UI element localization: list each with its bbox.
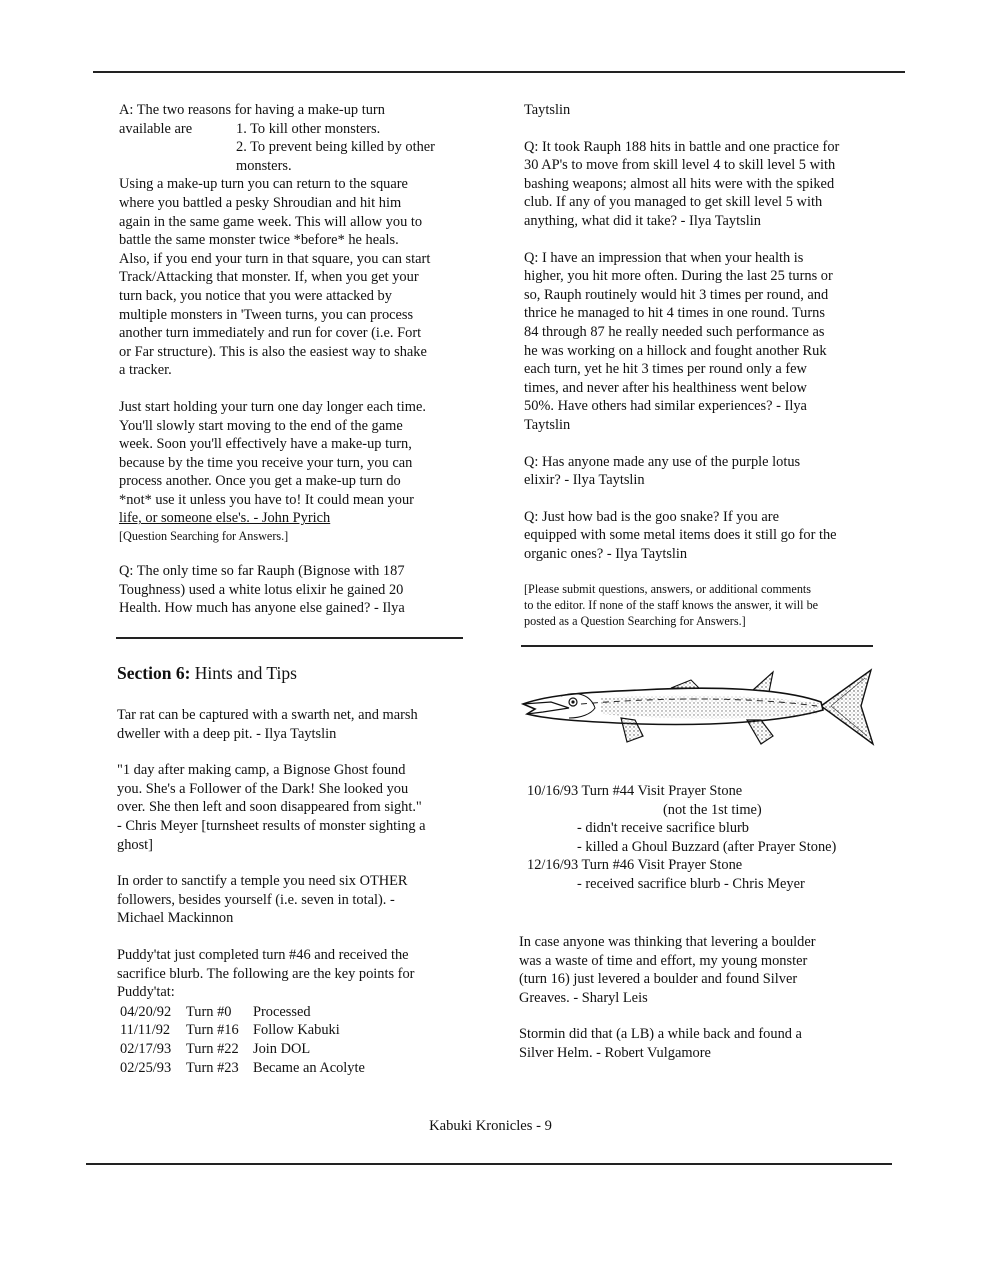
question-1-line: 30 AP's to move from skill level 4 to skill level 5 with — [524, 157, 836, 174]
tip-2-line: you. She's a Follower of the Dark! She looked you — [117, 780, 409, 797]
turn-row — [117, 1059, 462, 1078]
question-2-line: 50%. Have others had similar experiences? - Ilya — [524, 398, 807, 415]
tip-1-line: dweller with a deep pit. - Ilya Taytslin — [117, 725, 337, 742]
turn-row — [117, 1021, 462, 1040]
paragraph-line: Also, if you end your turn in that square, you can start — [119, 250, 431, 267]
helm-tip-line: Stormin did that (a LB) a while back and found a — [519, 1026, 802, 1043]
tip-3-line: followers, besides yourself (i.e. seven in total). - — [117, 891, 395, 908]
helm-tip-line: Silver Helm. - Robert Vulgamore — [519, 1044, 711, 1061]
tip-4-line: sacrifice blurb. The following are the key points for — [117, 965, 415, 982]
question-3-line: elixir? - Ilya Taytslin — [524, 472, 645, 489]
question-rauph-line: Toughness) used a white lotus elixir he gained 20 — [119, 581, 404, 598]
reason-2-line-2: monsters. — [236, 157, 292, 174]
tip-4-line: Puddy'tat just completed turn #46 and received the — [117, 946, 409, 963]
question-4-line: organic ones? - Ilya Taytslin — [524, 545, 688, 562]
question-4-line: Q: Just how bad is the goo snake? If you are — [524, 508, 779, 525]
paragraph-line: again in the same game week. This will allow you to — [119, 213, 423, 230]
paragraph2-line: Just start holding your turn one day longer each time. — [119, 398, 426, 415]
reasons-block — [119, 120, 464, 139]
paragraph-line: battle the same monster twice *before* he heals. — [119, 232, 399, 249]
left-section-rule — [116, 637, 463, 639]
top-rule — [93, 71, 905, 73]
submit-note-line: to the editor. If none of the staff knows the answer, it will be — [524, 598, 819, 613]
paragraph-line: or Far structure). This is also the easiest way to shake — [119, 343, 427, 360]
turn-number: Turn #16 — [186, 1022, 239, 1039]
log-line: 10/16/93 Turn #44 Visit Prayer Stone — [527, 783, 743, 799]
continuation-name: Taytslin — [524, 102, 571, 118]
reason-1: 1. To kill other monsters. — [236, 120, 381, 137]
log-line: - didn't receive sacrifice blurb — [577, 820, 749, 837]
paragraph-line: Using a make-up turn you can return to the square — [119, 176, 408, 193]
question-rauph-line: Q: The only time so far Rauph (Bignose with 187 — [119, 563, 405, 580]
log-line: 12/16/93 Turn #46 Visit Prayer Stone — [527, 857, 743, 874]
submit-note-line: posted as a Question Searching for Answers.] — [524, 614, 746, 629]
available-label: available are — [119, 120, 193, 137]
question-1-line: bashing weapons; almost all hits were with the spiked — [524, 175, 835, 192]
paragraph2-line: week. Soon you'll effectively have a make-up turn, — [119, 436, 412, 453]
turn-event: Became an Acolyte — [253, 1059, 365, 1076]
right-tips-column — [519, 933, 871, 1063]
tip-2-line: ghost] — [117, 836, 153, 853]
paragraph-line: Track/Attacking that monster. If, when you get your — [119, 269, 419, 286]
reason-2-line-1: 2. To prevent being killed by other — [236, 139, 435, 156]
question-2-line: Q: I have an impression that when your health is — [524, 249, 804, 266]
turn-date: 02/25/93 — [120, 1059, 172, 1076]
turn-date: 11/11/92 — [120, 1022, 171, 1039]
prayer-stone-log — [527, 782, 887, 894]
turn-event: Join DOL — [253, 1040, 311, 1057]
question-2-line: 84 through 87 he really needed such performance as — [524, 323, 825, 340]
boulder-tip-line: was a waste of time and effort, my young monster — [519, 952, 808, 969]
question-2-line: thrice he managed to hit 4 times in one round. Turns — [524, 305, 825, 322]
right-section-rule — [521, 645, 873, 647]
question-2-line: he was working on a hillock and fought another Ruk — [524, 342, 827, 359]
paragraph2-line: *not* use it unless you have to! It could mean your — [119, 491, 414, 508]
question-2-line: Taytslin — [524, 416, 571, 433]
question-2-line: higher, you hit more often. During the last 25 turns or — [524, 268, 833, 285]
section-number: Section 6: — [117, 663, 191, 683]
question-2-line: each turn, yet he hit 3 times per round only a few — [524, 361, 807, 378]
paragraph-line: a tracker. — [119, 362, 172, 379]
bracket-note: [Question Searching for Answers.] — [119, 529, 289, 544]
turn-date: 04/20/92 — [120, 1003, 172, 1020]
paragraph2-line: process another. Once you get a make-up turn do — [119, 473, 401, 490]
paragraph2-line-signed: life, or someone else's. - John Pyrich — [119, 510, 331, 527]
tip-3-line: Michael Mackinnon — [117, 910, 234, 927]
hints-column — [117, 706, 462, 1077]
paragraph-line: another turn immediately and run for cover (i.e. Fort — [119, 325, 422, 342]
question-1-line: club. If any of you managed to get skill level 5 with — [524, 194, 823, 211]
log-line: - received sacrifice blurb - Chris Meyer — [577, 875, 805, 892]
question-1-line: anything, what did it take? - Ilya Taytslin — [524, 212, 761, 229]
boulder-tip-line: (turn 16) just levered a boulder and found Silver — [519, 971, 798, 988]
question-1-line: Q: It took Rauph 188 hits in battle and one practice for — [524, 138, 840, 155]
bottom-rule — [86, 1163, 892, 1165]
question-4-line: equipped with some metal items does it still go for the — [524, 527, 837, 544]
question-2-line: so, Rauph routinely would hit 3 times per round, and — [524, 286, 829, 303]
question-2-line: times, and never after his healthiness went below — [524, 379, 807, 396]
tip-3-line: In order to sanctify a temple you need six OTHER — [117, 873, 408, 890]
log-line: (not the 1st time) — [663, 801, 762, 818]
right-column-qa — [524, 101, 876, 629]
paragraph-line: turn back, you notice that you were attacked by — [119, 287, 392, 304]
question-3-line: Q: Has anyone made any use of the purple lotus — [524, 453, 801, 470]
answer-intro: A: The two reasons for having a make-up turn — [119, 102, 385, 118]
submit-note-line: [Please submit questions, answers, or additional comments — [524, 582, 812, 597]
boulder-tip-line: In case anyone was thinking that levering a boulder — [519, 934, 816, 950]
turn-number: Turn #23 — [186, 1059, 239, 1076]
page-footer: Kabuki Kronicles - 9 — [429, 1118, 552, 1134]
turn-event: Follow Kabuki — [253, 1022, 340, 1039]
turn-row — [117, 1003, 462, 1022]
barracuda-illustration — [521, 662, 883, 754]
tip-2-line: - Chris Meyer [turnsheet results of monster sighting a — [117, 817, 426, 834]
turn-row — [117, 1040, 462, 1059]
paragraph-line: where you battled a pesky Shroudian and hit him — [119, 194, 402, 211]
left-column-qa — [119, 101, 464, 618]
turn-number: Turn #0 — [186, 1003, 232, 1020]
paragraph2-line: You'll slowly start moving to the end of the game — [119, 417, 403, 434]
question-rauph-line: Health. How much has anyone else gained? - Ilya — [119, 600, 405, 617]
section-heading — [117, 663, 297, 684]
turn-table — [117, 1003, 462, 1077]
tip-2-line: over. She then left and soon disappeared from sight." — [117, 799, 422, 816]
tip-2-line: "1 day after making camp, a Bignose Ghost found — [117, 762, 406, 779]
paragraph2-line: because by the time you receive your turn, you can — [119, 454, 413, 471]
paragraph-line: multiple monsters in 'Tween turns, you can process — [119, 306, 414, 323]
turn-number: Turn #22 — [186, 1040, 239, 1057]
turn-date: 02/17/93 — [120, 1040, 172, 1057]
log-line: - killed a Ghoul Buzzard (after Prayer Stone) — [577, 838, 837, 855]
section-title: Hints and Tips — [194, 663, 297, 683]
boulder-tip-line: Greaves. - Sharyl Leis — [519, 989, 648, 1006]
tip-4-line: Puddy'tat: — [117, 984, 175, 1001]
tip-1-line: Tar rat can be captured with a swarth net, and marsh — [117, 707, 418, 723]
turn-event: Processed — [253, 1003, 311, 1020]
